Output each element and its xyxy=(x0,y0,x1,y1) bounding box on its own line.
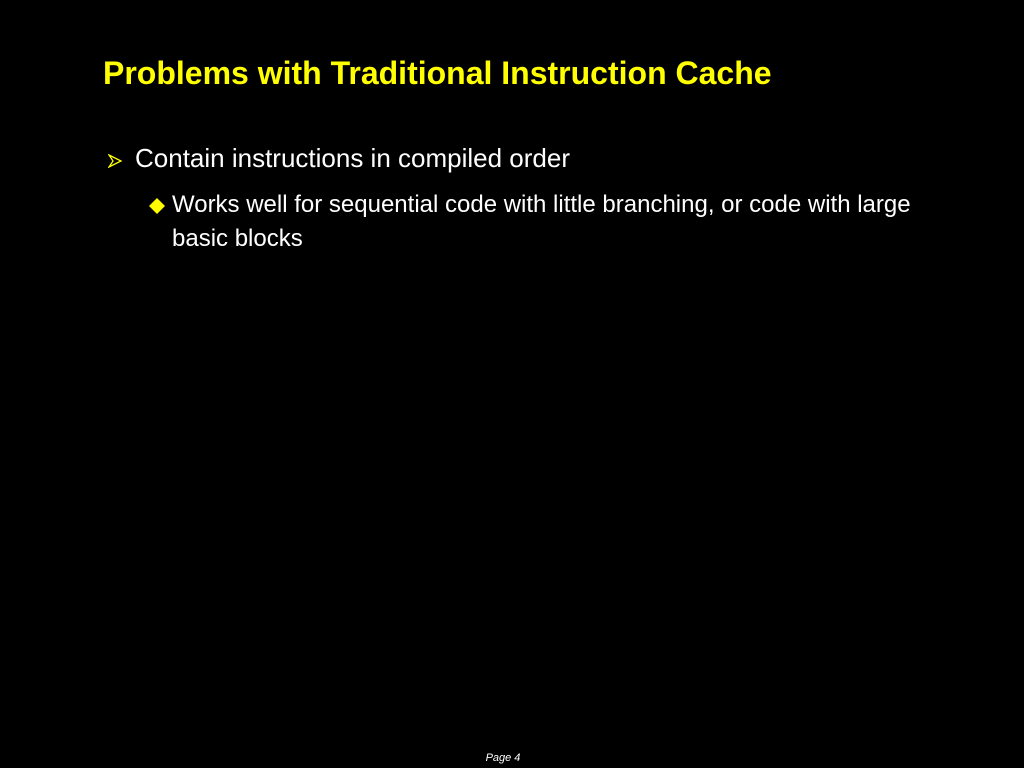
sub-bullet-text: Works well for sequential code with little branching, or code with large basic blocks xyxy=(172,191,911,252)
diamond-bullet-icon xyxy=(148,188,172,218)
bullet-text: Contain instructions in compiled order xyxy=(135,143,570,173)
arrowhead-bullet-icon xyxy=(103,142,135,174)
bullet-item xyxy=(103,142,963,174)
sub-bullet-item xyxy=(148,188,938,256)
slide-title: Problems with Traditional Instruction Cache xyxy=(103,55,772,91)
page-number: Page 4 xyxy=(485,752,521,764)
